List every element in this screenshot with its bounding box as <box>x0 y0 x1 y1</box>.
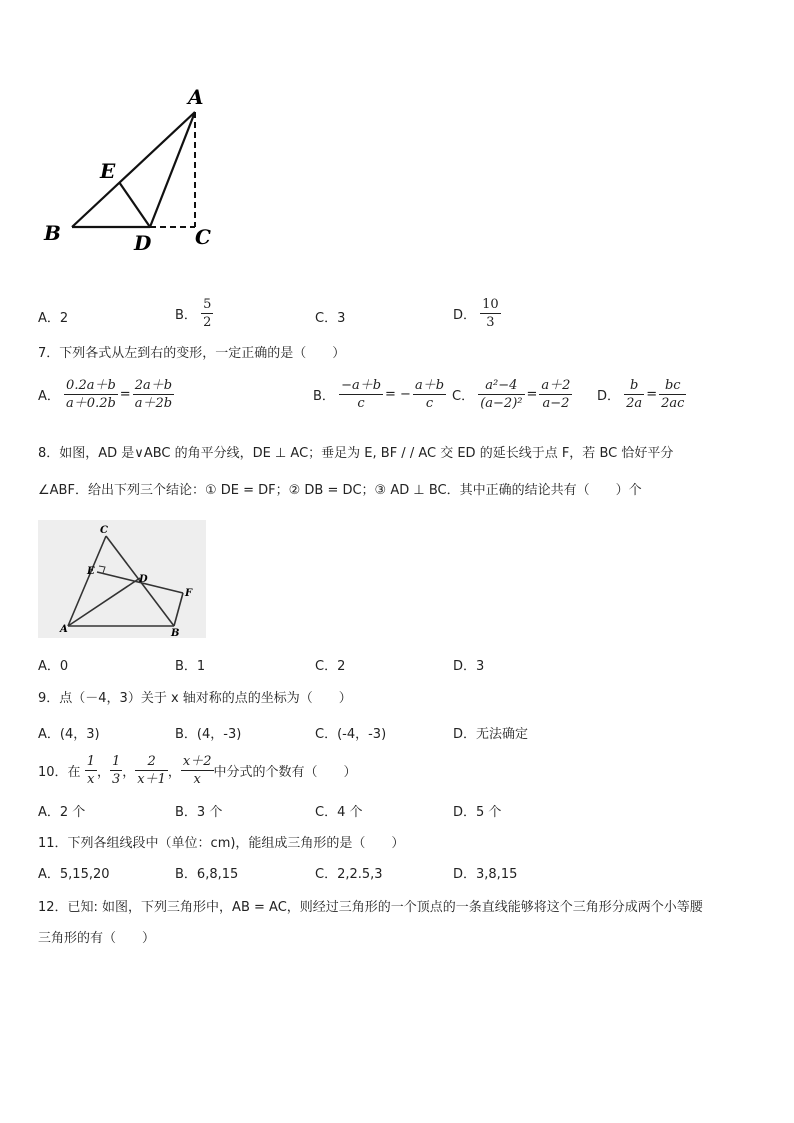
q6-option-d-prefix: D． <box>453 308 477 323</box>
q8-option-c[interactable]: C．2 <box>315 659 346 674</box>
q8-option-a[interactable]: A．0 <box>38 659 69 674</box>
q10-sep-3: ， <box>167 765 181 780</box>
q8-option-b[interactable]: B．1 <box>175 659 206 674</box>
q7-a-lnum: 0.2a＋b <box>66 378 116 393</box>
q9-stem: 9．点（－4，3）关于 x 轴对称的点的坐标为（ ） <box>38 691 352 706</box>
q7-d-lden: 2a <box>626 396 643 411</box>
q7-a-prefix: A． <box>38 389 60 404</box>
q11-option-d[interactable]: D．3,8,15 <box>453 867 518 882</box>
q7-option-b[interactable]: B． $\frac{-a+b}{c}$ = − $\frac{a+b}{c}$ <box>313 378 445 411</box>
q7-d-lnum: b <box>624 377 644 395</box>
q10-option-d[interactable]: D．5 个 <box>453 805 502 820</box>
q8-label-B: B <box>171 628 180 638</box>
q12-stem-line1: 12．已知: 如图，下列三角形中，AB = AC，则经过三角形的一个顶点的一条直线能够将这个三角形分成两个小等腰 <box>38 900 703 915</box>
q10-f3-den: x＋1 <box>137 772 166 787</box>
q10-f1-num: 1 <box>86 754 95 769</box>
q7-c-prefix: C． <box>452 389 475 404</box>
q8-label-F: F <box>185 588 193 599</box>
q10-prefix: 10．在 <box>38 765 81 780</box>
q6-option-d[interactable] <box>453 296 501 331</box>
triangle-figure-q8 <box>38 520 206 638</box>
q6-d-num: 10 <box>482 297 499 312</box>
q6-b-num: 5 <box>203 297 212 312</box>
q7-stem: 7．下列各式从左到右的变形，一定正确的是（ ） <box>38 346 346 361</box>
q7-option-a[interactable]: A． $\frac{0.2a+b}{a+0.2b}$ = $\frac{2a+b}{a+2b}$ <box>38 378 173 411</box>
q10-f2-num: 1 <box>111 754 121 769</box>
q7-c-rnum: a＋2 <box>541 378 571 393</box>
q6-option-b[interactable] <box>175 296 213 331</box>
q6-option-a[interactable]: A．2 <box>38 311 69 326</box>
q8-stem-line1: 8．如图，AD 是∨ABC 的角平分线，DE ⊥ AC；垂足为 E, BF / / AC 交 ED 的延长线于点 F，若 BC 恰好平分 <box>38 446 674 461</box>
q10-f3-num: 2 <box>135 753 168 771</box>
q8-label-A: A <box>60 624 68 635</box>
q10-f4-den: x <box>193 772 201 787</box>
q7-b-prefix: B． <box>313 389 335 404</box>
q11-stem: 11．下列各组线段中（单位：cm)，能组成三角形的是（ ） <box>38 836 405 851</box>
q9-option-d[interactable]: D．无法确定 <box>453 727 529 742</box>
q10-sep-2: ， <box>122 765 136 780</box>
q10-f1-den: x <box>87 772 95 787</box>
q6-d-den: 3 <box>486 315 495 330</box>
q7-b-lnum: −a＋b <box>341 378 382 393</box>
q9-option-a[interactable]: A．(4，3) <box>38 727 100 742</box>
q7-a-rnum: 2a＋b <box>134 378 173 393</box>
q10-option-b[interactable]: B．3 个 <box>175 805 223 820</box>
q9-option-b[interactable]: B．(4，-3) <box>175 727 242 742</box>
q6-b-den: 2 <box>203 315 212 330</box>
q7-a-lden: a＋0.2b <box>66 396 116 411</box>
q10-option-c[interactable]: C．4 个 <box>315 805 363 820</box>
q7-c-lnum: a²−4 <box>478 377 524 395</box>
q7-c-lden: (a−2)² <box>480 396 523 411</box>
q7-option-d[interactable]: D． $\frac{b}{2a}$ = $\frac{bc}{2ac}$ <box>597 378 685 411</box>
q8-label-D: D <box>139 574 148 585</box>
q8-option-d[interactable]: D．3 <box>453 659 485 674</box>
q11-option-a[interactable]: A．5,15,20 <box>38 867 110 882</box>
q7-d-prefix: D． <box>597 389 621 404</box>
q7-c-rden: a−2 <box>542 396 570 411</box>
q11-option-c[interactable]: C．2,2.5,3 <box>315 867 383 882</box>
triangle-figure-1 <box>38 80 228 260</box>
q8-label-C: C <box>100 525 108 536</box>
q11-option-b[interactable]: B．6,8,15 <box>175 867 239 882</box>
q10-sep-1: ， <box>96 765 110 780</box>
q6-option-c[interactable]: C．3 <box>315 311 346 326</box>
q10-option-a[interactable]: A．2 个 <box>38 805 86 820</box>
label-C: C <box>195 225 211 249</box>
label-E: E <box>100 159 116 183</box>
label-B: B <box>44 221 61 245</box>
q8-label-E: E <box>87 566 95 577</box>
q8-stem-line2: ∠ABF．给出下列三个结论：① DE = DF；② DB = DC；③ AD ⊥ BC．其中正确的结论共有（ ）个 <box>38 483 642 498</box>
q7-d-rden: 2ac <box>661 396 685 411</box>
q7-a-rden: a＋2b <box>134 396 173 411</box>
q10-f2-den: 3 <box>111 772 121 787</box>
q7-b-rnum: a＋b <box>414 378 445 393</box>
q10-f4-num: x＋2 <box>182 754 212 769</box>
q7-b-lden: c <box>357 396 365 411</box>
label-D: D <box>134 231 152 255</box>
q9-option-c[interactable]: C．(-4，-3) <box>315 727 387 742</box>
q7-b-rden: c <box>425 396 434 411</box>
q7-d-rnum: bc <box>659 377 686 395</box>
q6-option-b-prefix: B． <box>175 308 197 323</box>
q10-stem <box>38 753 357 788</box>
q7-option-c[interactable]: C． $\frac{\text{a²−4}}{\text{(a−2)²}}$ = $\frac{a+2}{a-2}$ <box>452 378 571 411</box>
q12-stem-line2: 三角形的有（ ） <box>38 931 156 946</box>
label-A: A <box>188 85 204 109</box>
q10-suffix: 中分式的个数有（ ） <box>213 765 357 780</box>
